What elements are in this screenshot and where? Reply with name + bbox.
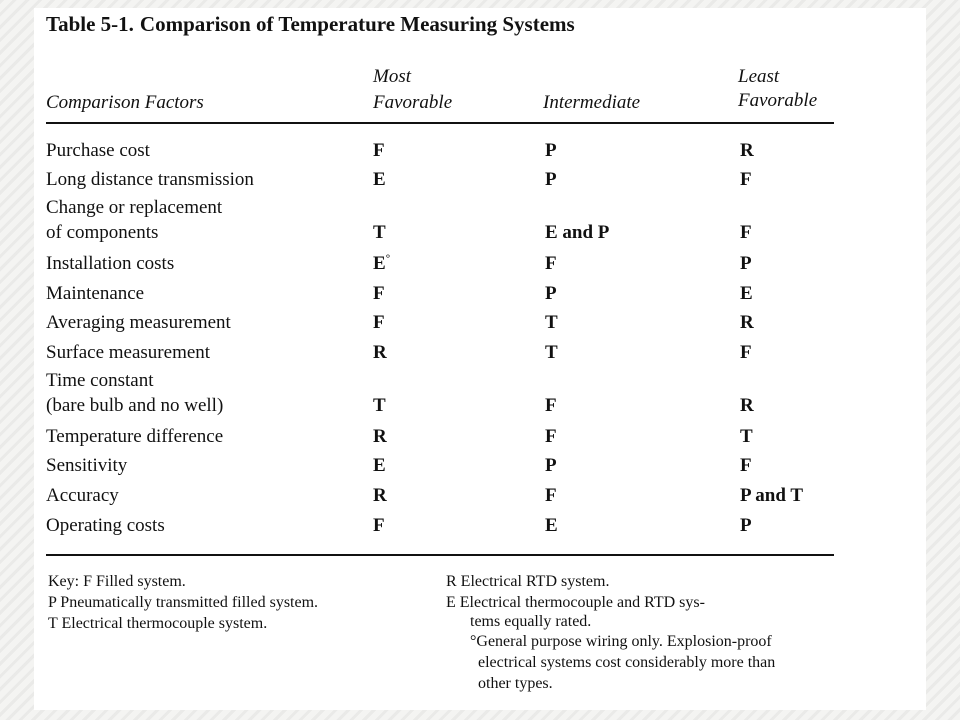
key-footnote-2: electrical systems cost considerably more than [478,654,776,671]
row-intermediate: E and P [545,222,610,243]
row-least-favorable: F [740,342,752,363]
row-least-favorable: F [740,169,752,190]
row-most-favorable: R [373,426,387,447]
row-factor: (bare bulb and no well) [46,395,224,416]
key-left-1: Key: F Filled system. [48,573,186,590]
row-most-favorable [373,252,390,276]
row-most-favorable: F [373,515,385,536]
row-intermediate: P [545,140,557,161]
row-least-favorable: E [740,283,753,304]
row-factor: Accuracy [46,485,119,506]
row-least-favorable: R [740,312,754,333]
row-factor: Maintenance [46,283,145,304]
row-most-favorable: E [373,455,386,476]
row-least-favorable: T [740,426,753,447]
key-left-3: T Electrical thermocouple system. [48,615,268,632]
row-most-value: E [373,253,386,274]
key-right-1: R Electrical RTD system. [446,573,610,590]
row-intermediate: P [545,283,557,304]
row-intermediate: E [545,515,558,536]
header-least-line2: Favorable [738,90,818,111]
row-least-favorable: P and T [740,485,804,506]
row-intermediate: F [545,395,557,416]
row-factor: Sensitivity [46,455,128,476]
header-intermediate: Intermediate [543,92,641,113]
row-intermediate: T [545,342,558,363]
table-number: Table 5-1. [46,12,134,36]
row-factor: Installation costs [46,253,175,274]
row-intermediate: F [545,253,557,274]
row-factor: Surface measurement [46,342,211,363]
document-page [34,8,926,710]
key-left-2: P Pneumatically transmitted filled system. [48,594,319,611]
key-footnote-3: other types. [478,675,553,692]
header-rule [46,122,834,124]
header-least-line1: Least [738,66,780,87]
row-intermediate: F [545,426,557,447]
row-factor-line1: Change or replacement [46,197,223,218]
row-most-favorable: F [373,140,385,161]
table-title [46,12,575,37]
footnote-mark: ° [385,252,391,265]
row-factor-line1: Time constant [46,370,154,391]
row-least-favorable: R [740,395,754,416]
table-title-text: Comparison of Temperature Measuring Systems [139,12,575,36]
row-intermediate: T [545,312,558,333]
row-most-favorable: F [373,312,385,333]
row-least-favorable: R [740,140,754,161]
row-factor: Temperature difference [46,426,224,447]
row-factor: Operating costs [46,515,165,536]
row-most-favorable: R [373,342,387,363]
row-least-favorable: P [740,515,752,536]
row-intermediate: P [545,169,557,190]
row-most-favorable: F [373,283,385,304]
row-most-favorable: E [373,169,386,190]
row-factor: of components [46,222,159,243]
row-most-favorable: T [373,395,386,416]
row-intermediate: F [545,485,557,506]
header-most-line1: Most [373,66,411,87]
row-intermediate: P [545,455,557,476]
key-right-3: tems equally rated. [470,613,592,630]
row-factor: Long distance transmission [46,169,254,190]
key-right-2: E Electrical thermocouple and RTD sys- [446,594,705,611]
row-most-favorable: R [373,485,387,506]
footer-rule [46,554,834,556]
header-most-line2: Favorable [373,92,453,113]
row-factor: Purchase cost [46,140,150,161]
header-comparison-factors: Comparison Factors [46,92,204,113]
row-least-favorable: F [740,222,752,243]
row-least-favorable: P [740,253,752,274]
row-least-favorable: F [740,455,752,476]
key-footnote-1: °General purpose wiring only. Explosion-proof [470,633,772,650]
row-most-favorable: T [373,222,386,243]
row-factor: Averaging measurement [46,312,231,333]
